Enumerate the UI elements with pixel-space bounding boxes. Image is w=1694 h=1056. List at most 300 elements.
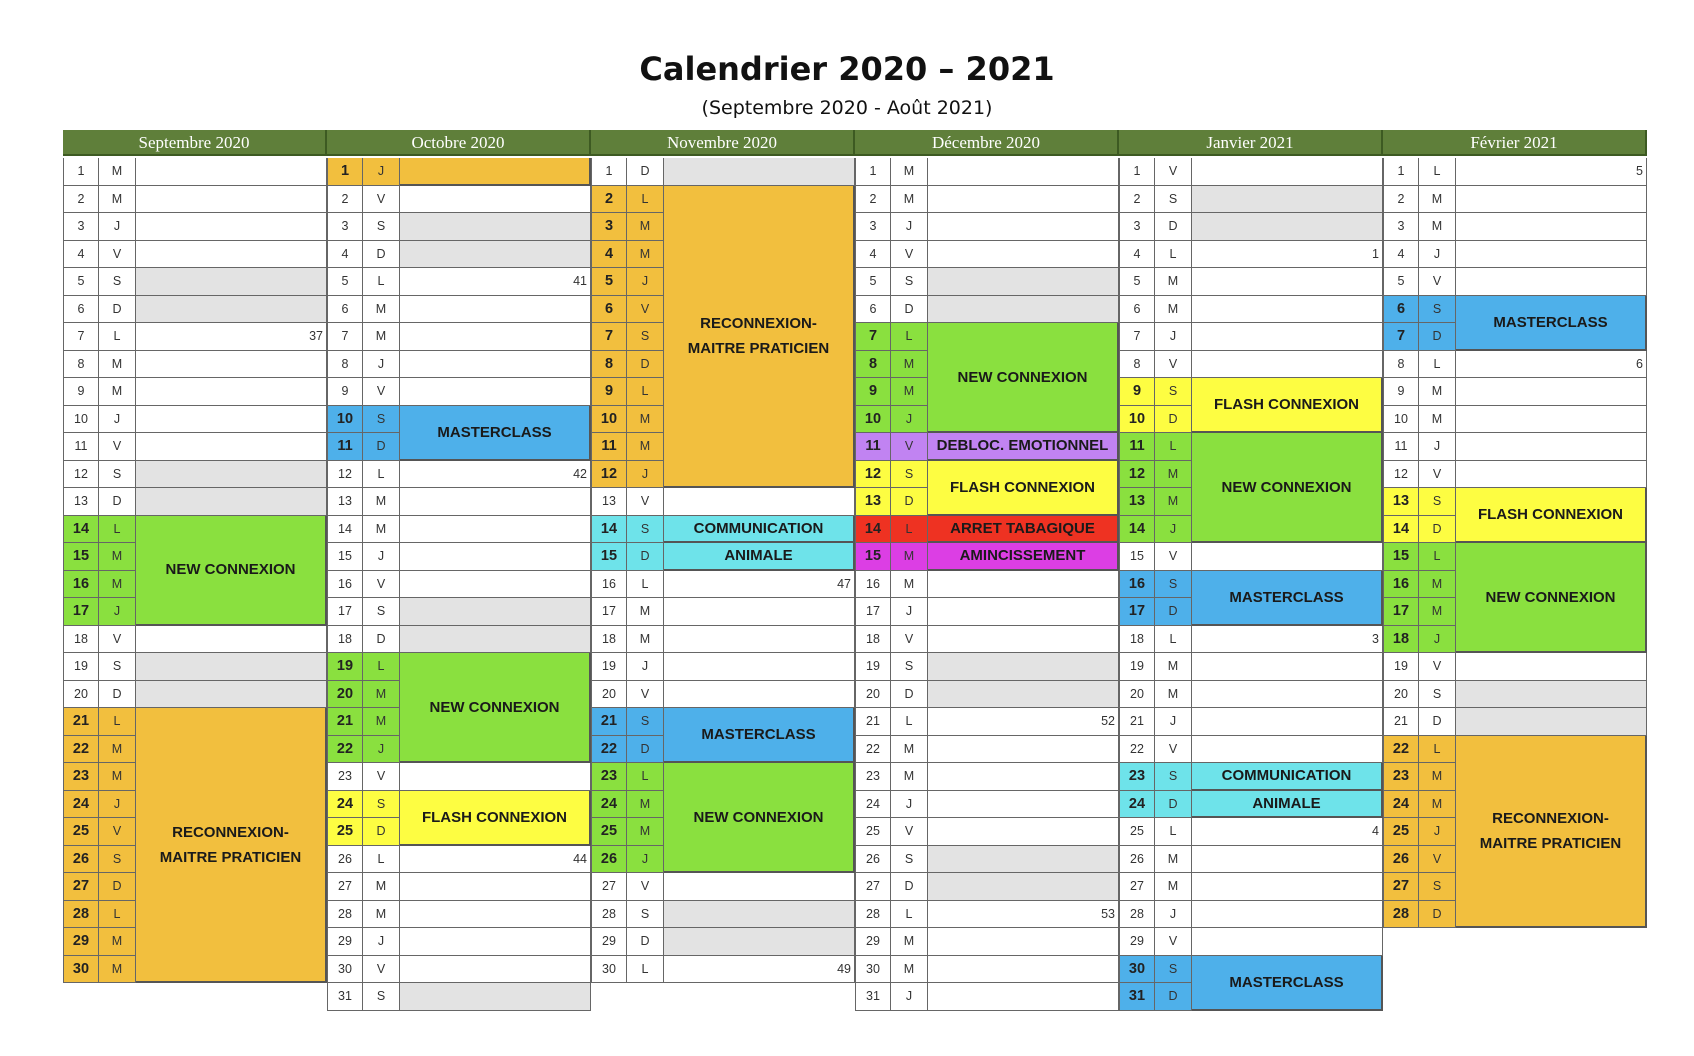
day-letter: L <box>99 323 136 351</box>
event-animale[interactable]: ANIMALE <box>1192 791 1383 819</box>
day-letter: M <box>627 818 664 846</box>
day-info-cell[interactable] <box>1192 708 1383 736</box>
day-info-cell[interactable] <box>136 268 327 296</box>
day-number: 10 <box>855 406 891 434</box>
day-info-cell[interactable] <box>400 516 591 544</box>
day-number: 4 <box>855 241 891 269</box>
day-letter: S <box>1155 186 1192 214</box>
day-letter: J <box>363 736 400 764</box>
day-letter: M <box>363 296 400 324</box>
day-info-cell[interactable] <box>928 928 1119 956</box>
week-number: 53 <box>1101 906 1115 921</box>
day-number: 27 <box>1383 873 1419 901</box>
day-info-cell[interactable] <box>664 681 855 709</box>
day-number: 28 <box>855 901 891 929</box>
day-number: 9 <box>591 378 627 406</box>
day-number: 27 <box>327 873 363 901</box>
day-number: 27 <box>1119 873 1155 901</box>
day-info-cell[interactable] <box>1456 681 1647 709</box>
week-number: 37 <box>309 329 323 343</box>
day-number: 15 <box>855 543 891 571</box>
day-number: 11 <box>1383 433 1419 461</box>
day-info-cell[interactable] <box>136 488 327 516</box>
day-number: 22 <box>1119 736 1155 764</box>
day-info-cell[interactable] <box>1192 186 1383 214</box>
day-number: 3 <box>63 213 99 241</box>
day-letter: M <box>99 928 136 956</box>
day-info-cell[interactable] <box>664 873 855 901</box>
day-info-cell[interactable] <box>400 296 591 324</box>
day-letter: M <box>627 791 664 819</box>
day-info-cell[interactable] <box>664 158 855 186</box>
day-number: 5 <box>1119 268 1155 296</box>
day-number: 21 <box>1383 708 1419 736</box>
day-info-cell[interactable] <box>664 626 855 654</box>
event-amincissement[interactable]: AMINCISSEMENT <box>928 543 1119 571</box>
day-number: 13 <box>855 488 891 516</box>
day-info-cell[interactable] <box>1456 653 1647 681</box>
day-number: 16 <box>855 571 891 599</box>
day-letter: M <box>99 763 136 791</box>
day-letter: S <box>627 323 664 351</box>
event-new-connexion[interactable]: NEW CONNEXION <box>1456 543 1647 653</box>
day-number: 16 <box>1119 571 1155 599</box>
day-info-cell[interactable] <box>1456 241 1647 269</box>
page-title: Calendrier 2020 – 2021 <box>639 50 1055 88</box>
day-number: 19 <box>855 653 891 681</box>
week-number: 4 <box>1372 824 1379 838</box>
day-number: 7 <box>1383 323 1419 351</box>
day-info-cell[interactable] <box>1456 433 1647 461</box>
day-info-cell[interactable] <box>400 983 591 1011</box>
day-letter: D <box>891 488 928 516</box>
event-reconnexion-maitre-praticien[interactable]: RECONNEXION- MAITRE PRATICIEN <box>1456 736 1647 929</box>
day-number: 2 <box>1119 186 1155 214</box>
day-info-cell[interactable] <box>136 378 327 406</box>
day-info-cell[interactable] <box>1192 213 1383 241</box>
day-info-cell[interactable] <box>1456 708 1647 736</box>
day-number: 14 <box>855 516 891 544</box>
day-info-cell[interactable] <box>400 626 591 654</box>
day-number: 5 <box>855 268 891 296</box>
day-number: 26 <box>1119 846 1155 874</box>
day-info-cell[interactable] <box>928 158 1119 186</box>
day-info-cell[interactable] <box>1192 901 1383 929</box>
event-debloc-emotionnel[interactable]: DEBLOC. EMOTIONNEL <box>928 433 1119 461</box>
day-letter: V <box>1155 351 1192 379</box>
day-number: 22 <box>855 736 891 764</box>
day-number: 19 <box>1383 653 1419 681</box>
day-letter: J <box>363 351 400 379</box>
day-letter: S <box>1155 378 1192 406</box>
day-info-cell[interactable] <box>1192 681 1383 709</box>
day-number: 28 <box>327 901 363 929</box>
day-number: 20 <box>1383 681 1419 709</box>
day-number: 1 <box>63 158 99 186</box>
day-letter: M <box>363 323 400 351</box>
day-number: 3 <box>1383 213 1419 241</box>
day-letter: J <box>627 846 664 874</box>
day-info-cell[interactable] <box>1192 653 1383 681</box>
day-info-cell[interactable] <box>1192 543 1383 571</box>
week-number: 1 <box>1372 246 1379 261</box>
day-letter: D <box>1155 213 1192 241</box>
day-letter: M <box>99 956 136 984</box>
day-number: 31 <box>1119 983 1155 1011</box>
day-letter: M <box>1155 653 1192 681</box>
day-letter: L <box>1419 351 1456 379</box>
day-info-cell[interactable] <box>928 956 1119 984</box>
month-header-janvier-2021: Janvier 2021 <box>1119 130 1383 156</box>
day-letter: M <box>1419 378 1456 406</box>
day-info-cell[interactable] <box>928 571 1119 599</box>
day-info-cell[interactable] <box>928 598 1119 626</box>
day-info-cell[interactable] <box>400 323 591 351</box>
day-info-cell[interactable] <box>400 598 591 626</box>
day-info-cell[interactable] <box>928 653 1119 681</box>
day-number: 23 <box>327 763 363 791</box>
day-number: 10 <box>1119 406 1155 434</box>
event-masterclass[interactable]: MASTERCLASS <box>1456 296 1647 351</box>
event-masterclass[interactable]: MASTERCLASS <box>1192 956 1383 1011</box>
day-letter: L <box>1155 433 1192 461</box>
day-info-cell[interactable] <box>136 241 327 269</box>
day-info-cell[interactable] <box>136 653 327 681</box>
day-info-cell[interactable] <box>928 846 1119 874</box>
event-block[interactable] <box>400 158 591 186</box>
day-letter: S <box>627 708 664 736</box>
day-number: 3 <box>1119 213 1155 241</box>
page-subtitle: (Septembre 2020 - Août 2021) <box>701 97 993 119</box>
day-number: 2 <box>327 186 363 214</box>
day-letter: M <box>891 351 928 379</box>
event-masterclass[interactable]: MASTERCLASS <box>400 406 591 461</box>
day-number: 11 <box>591 433 627 461</box>
day-number: 14 <box>63 516 99 544</box>
day-number: 9 <box>1383 378 1419 406</box>
month-header-f-vrier-2021: Février 2021 <box>1383 130 1647 156</box>
day-info-cell[interactable] <box>664 653 855 681</box>
day-letter: J <box>891 213 928 241</box>
day-letter: D <box>891 296 928 324</box>
day-info-cell[interactable] <box>928 983 1119 1011</box>
day-number: 14 <box>1383 516 1419 544</box>
day-info-cell[interactable] <box>136 681 327 709</box>
day-info-cell[interactable] <box>1456 406 1647 434</box>
day-number: 16 <box>327 571 363 599</box>
day-info-cell[interactable] <box>928 626 1119 654</box>
day-number: 12 <box>1119 461 1155 489</box>
day-info-cell[interactable] <box>664 488 855 516</box>
event-flash-connexion[interactable]: FLASH CONNEXION <box>928 461 1119 516</box>
day-letter: M <box>891 158 928 186</box>
day-letter: S <box>1419 488 1456 516</box>
day-info-cell[interactable] <box>928 296 1119 324</box>
day-info-cell[interactable] <box>664 928 855 956</box>
day-letter: J <box>363 543 400 571</box>
day-letter: M <box>1155 461 1192 489</box>
day-number: 17 <box>327 598 363 626</box>
event-new-connexion[interactable]: NEW CONNEXION <box>1192 433 1383 543</box>
day-number: 30 <box>63 956 99 984</box>
day-info-cell[interactable] <box>400 351 591 379</box>
day-number: 26 <box>63 846 99 874</box>
day-info-cell[interactable] <box>664 901 855 929</box>
event-communication[interactable]: COMMUNICATION <box>664 516 855 544</box>
day-letter: L <box>1419 543 1456 571</box>
event-reconnexion-maitre-praticien[interactable]: RECONNEXION- MAITRE PRATICIEN <box>664 186 855 489</box>
day-letter: V <box>363 186 400 214</box>
day-number: 5 <box>63 268 99 296</box>
day-number: 16 <box>1383 571 1419 599</box>
event-reconnexion-maitre-praticien[interactable]: RECONNEXION- MAITRE PRATICIEN <box>136 708 327 983</box>
day-info-cell[interactable] <box>928 873 1119 901</box>
day-number: 17 <box>855 598 891 626</box>
day-info-cell[interactable] <box>400 213 591 241</box>
day-info-cell[interactable] <box>136 351 327 379</box>
day-letter: D <box>627 928 664 956</box>
day-info-cell[interactable] <box>1192 268 1383 296</box>
day-info-cell[interactable] <box>928 818 1119 846</box>
event-masterclass[interactable]: MASTERCLASS <box>664 708 855 763</box>
day-number: 30 <box>855 956 891 984</box>
day-letter: M <box>627 433 664 461</box>
day-number: 31 <box>855 983 891 1011</box>
day-info-cell[interactable] <box>1192 928 1383 956</box>
day-info-cell[interactable] <box>1192 296 1383 324</box>
day-letter: L <box>891 516 928 544</box>
day-info-cell[interactable] <box>136 433 327 461</box>
day-letter: M <box>627 213 664 241</box>
day-info-cell[interactable] <box>1192 846 1383 874</box>
day-number: 23 <box>1119 763 1155 791</box>
day-number: 21 <box>327 708 363 736</box>
day-number: 9 <box>63 378 99 406</box>
day-number: 24 <box>63 791 99 819</box>
day-letter: M <box>99 351 136 379</box>
day-letter: J <box>363 928 400 956</box>
day-info-cell[interactable] <box>400 241 591 269</box>
day-info-cell[interactable] <box>136 213 327 241</box>
day-letter: V <box>1155 543 1192 571</box>
week-number: 3 <box>1372 631 1379 646</box>
day-number: 1 <box>1383 158 1419 186</box>
day-letter: V <box>363 571 400 599</box>
event-new-connexion[interactable]: NEW CONNEXION <box>136 516 327 626</box>
day-info-cell[interactable] <box>1456 268 1647 296</box>
day-letter: M <box>1155 681 1192 709</box>
day-letter: D <box>1155 598 1192 626</box>
day-letter: M <box>627 406 664 434</box>
day-letter: D <box>99 873 136 901</box>
event-masterclass[interactable]: MASTERCLASS <box>1192 571 1383 626</box>
day-number: 20 <box>855 681 891 709</box>
day-number: 21 <box>591 708 627 736</box>
day-letter: V <box>363 956 400 984</box>
day-info-cell[interactable] <box>1192 158 1383 186</box>
day-letter: D <box>1419 516 1456 544</box>
day-info-cell[interactable] <box>400 543 591 571</box>
day-number: 23 <box>63 763 99 791</box>
day-letter: D <box>627 158 664 186</box>
day-number: 24 <box>591 791 627 819</box>
day-letter: V <box>627 681 664 709</box>
month-header-octobre-2020: Octobre 2020 <box>327 130 591 156</box>
day-info-cell[interactable] <box>1192 323 1383 351</box>
day-info-cell[interactable] <box>928 241 1119 269</box>
day-info-cell[interactable] <box>1192 873 1383 901</box>
day-number: 18 <box>63 626 99 654</box>
day-letter: D <box>99 681 136 709</box>
day-letter: L <box>627 956 664 984</box>
day-info-cell[interactable] <box>136 461 327 489</box>
day-number: 8 <box>591 351 627 379</box>
day-number: 13 <box>63 488 99 516</box>
day-letter: L <box>1419 736 1456 764</box>
day-letter: J <box>627 268 664 296</box>
event-animale[interactable]: ANIMALE <box>664 543 855 571</box>
day-letter: S <box>99 268 136 296</box>
day-info-cell[interactable] <box>400 763 591 791</box>
day-number: 29 <box>1119 928 1155 956</box>
day-info-cell[interactable] <box>136 186 327 214</box>
day-letter: M <box>891 736 928 764</box>
day-number: 8 <box>63 351 99 379</box>
day-info-cell[interactable] <box>1456 213 1647 241</box>
day-letter: M <box>1155 488 1192 516</box>
day-number: 22 <box>327 736 363 764</box>
day-letter: M <box>1155 296 1192 324</box>
day-number: 27 <box>591 873 627 901</box>
day-number: 8 <box>855 351 891 379</box>
day-letter: J <box>99 406 136 434</box>
day-number: 8 <box>327 351 363 379</box>
day-number: 11 <box>1119 433 1155 461</box>
day-letter: M <box>627 241 664 269</box>
day-letter: M <box>363 873 400 901</box>
day-info-cell[interactable] <box>928 213 1119 241</box>
day-letter: D <box>1419 708 1456 736</box>
day-number: 29 <box>855 928 891 956</box>
day-letter: V <box>1155 736 1192 764</box>
day-info-cell[interactable] <box>1456 186 1647 214</box>
day-info-cell[interactable] <box>400 571 591 599</box>
day-info-cell[interactable] <box>400 378 591 406</box>
day-info-cell[interactable] <box>400 186 591 214</box>
day-letter: V <box>99 818 136 846</box>
day-letter: M <box>99 736 136 764</box>
day-letter: S <box>1419 681 1456 709</box>
day-number: 21 <box>63 708 99 736</box>
day-number: 18 <box>1383 626 1419 654</box>
day-info-cell[interactable] <box>1192 736 1383 764</box>
event-flash-connexion[interactable]: FLASH CONNEXION <box>400 791 591 846</box>
day-letter: V <box>891 626 928 654</box>
event-new-connexion[interactable]: NEW CONNEXION <box>400 653 591 763</box>
day-number: 15 <box>591 543 627 571</box>
day-letter: M <box>627 626 664 654</box>
event-arret-tabagique[interactable]: ARRET TABAGIQUE <box>928 516 1119 544</box>
day-info-cell[interactable] <box>400 928 591 956</box>
event-flash-connexion[interactable]: FLASH CONNEXION <box>1192 378 1383 433</box>
day-info-cell[interactable] <box>1192 351 1383 379</box>
day-letter: S <box>363 983 400 1011</box>
day-letter: M <box>363 708 400 736</box>
day-info-cell[interactable] <box>136 158 327 186</box>
day-info-cell[interactable] <box>136 626 327 654</box>
day-letter: L <box>627 378 664 406</box>
day-info-cell[interactable] <box>928 763 1119 791</box>
day-info-cell[interactable] <box>928 186 1119 214</box>
day-letter: L <box>891 901 928 929</box>
day-info-cell[interactable] <box>136 296 327 324</box>
day-info-cell[interactable] <box>400 956 591 984</box>
day-letter: V <box>99 626 136 654</box>
day-number: 6 <box>1383 296 1419 324</box>
day-letter: M <box>1419 213 1456 241</box>
day-number: 2 <box>855 186 891 214</box>
day-letter: J <box>1419 818 1456 846</box>
day-number: 28 <box>591 901 627 929</box>
day-number: 26 <box>855 846 891 874</box>
event-new-connexion[interactable]: NEW CONNEXION <box>928 323 1119 433</box>
day-info-cell[interactable] <box>928 681 1119 709</box>
event-flash-connexion[interactable]: FLASH CONNEXION <box>1456 488 1647 543</box>
day-info-cell[interactable] <box>136 406 327 434</box>
day-number: 8 <box>1119 351 1155 379</box>
day-number: 12 <box>63 461 99 489</box>
day-letter: L <box>1155 241 1192 269</box>
day-letter: S <box>891 461 928 489</box>
day-number: 19 <box>63 653 99 681</box>
day-info-cell[interactable] <box>928 791 1119 819</box>
day-info-cell[interactable] <box>928 736 1119 764</box>
day-number: 23 <box>855 763 891 791</box>
day-number: 20 <box>591 681 627 709</box>
day-letter: M <box>99 378 136 406</box>
day-number: 7 <box>591 323 627 351</box>
day-letter: S <box>1419 873 1456 901</box>
day-number: 25 <box>855 818 891 846</box>
day-number: 22 <box>591 736 627 764</box>
day-number: 31 <box>327 983 363 1011</box>
day-info-cell[interactable] <box>1456 461 1647 489</box>
day-letter: M <box>1155 846 1192 874</box>
day-letter: S <box>1155 763 1192 791</box>
day-number: 14 <box>591 516 627 544</box>
day-info-cell[interactable] <box>400 488 591 516</box>
day-number: 5 <box>1383 268 1419 296</box>
day-info-cell[interactable] <box>400 901 591 929</box>
day-letter: S <box>1155 956 1192 984</box>
day-letter: D <box>99 296 136 324</box>
day-info-cell[interactable] <box>928 268 1119 296</box>
day-number: 19 <box>591 653 627 681</box>
day-letter: D <box>627 736 664 764</box>
event-communication[interactable]: COMMUNICATION <box>1192 763 1383 791</box>
day-number: 29 <box>327 928 363 956</box>
day-info-cell[interactable] <box>1456 378 1647 406</box>
day-letter: L <box>891 323 928 351</box>
day-info-cell[interactable] <box>664 598 855 626</box>
day-number: 19 <box>1119 653 1155 681</box>
day-info-cell[interactable] <box>400 873 591 901</box>
day-number: 12 <box>591 461 627 489</box>
event-new-connexion[interactable]: NEW CONNEXION <box>664 763 855 873</box>
day-letter: S <box>99 846 136 874</box>
day-number: 6 <box>63 296 99 324</box>
day-number: 1 <box>1119 158 1155 186</box>
